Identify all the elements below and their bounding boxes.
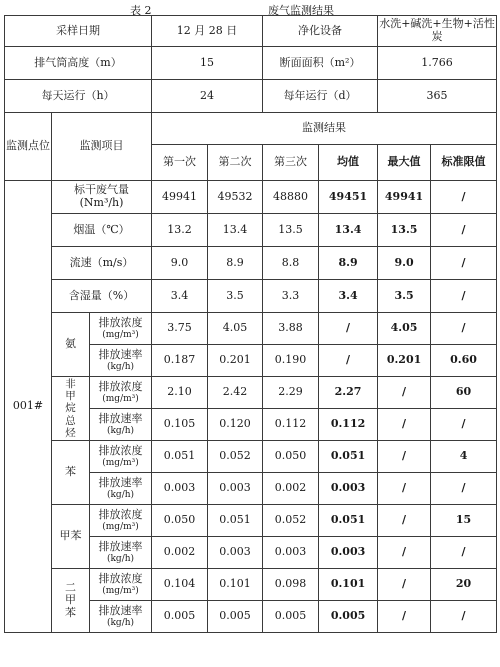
value-first: 49941 [152,181,208,214]
table-row [5,247,497,280]
value-mean: 0.051 [319,441,378,473]
value-limit: 60 [431,377,497,409]
parameter-unit: (kg/h) [106,361,135,372]
value-first: 2.10 [152,377,208,409]
value-mean: 8.9 [319,247,378,280]
results-header: 监测结果 [152,113,497,145]
value-limit: / [431,537,497,569]
sampling-date-label: 采样日期 [5,16,152,47]
value-max: / [378,505,431,537]
value-limit: / [431,181,497,214]
value-first: 13.2 [152,214,208,247]
parameter [90,505,152,537]
value-third: 3.3 [263,280,319,313]
value-mean: 2.27 [319,377,378,409]
parameter-unit: (kg/h) [106,553,135,564]
value-third: 0.005 [263,601,319,633]
value-first: 0.005 [152,601,208,633]
col-header-max: 最大值 [378,145,431,181]
value-limit: 15 [431,505,497,537]
value-limit: 4 [431,441,497,473]
value-third: 0.098 [263,569,319,601]
table-row [5,505,497,537]
value-limit: 20 [431,569,497,601]
table-row [5,377,497,409]
value-mean: 49451 [319,181,378,214]
pollutant-name: 苯 [52,441,90,505]
parameter-label: 排放浓度 [98,444,143,457]
value-second: 3.5 [208,280,263,313]
value-max: 49941 [378,181,431,214]
value-first: 0.104 [152,569,208,601]
value-mean: / [319,345,378,377]
value-limit: / [431,214,497,247]
item-label: 流速（m/s） [69,255,134,269]
value-max: 0.201 [378,345,431,377]
value-first: 9.0 [152,247,208,280]
pollutant-name: 甲苯 [52,505,90,569]
point-header: 监测点位 [5,113,52,181]
item-name [52,214,152,247]
value-second: 0.003 [208,473,263,505]
value-second: 49532 [208,181,263,214]
item-label: 烟温（℃） [73,222,130,236]
parameter [90,601,152,633]
section-area-value: 1.766 [378,47,497,80]
monitoring-point: 001# [5,181,52,633]
daily-run-label: 每天运行（h） [5,80,152,113]
table-row [5,214,497,247]
parameter-label: 排放速率 [98,540,143,553]
value-mean: 3.4 [319,280,378,313]
col-header-third: 第三次 [263,145,319,181]
value-third: 13.5 [263,214,319,247]
parameter-unit: (mg/m³) [102,329,139,340]
parameter-unit: (kg/h) [106,425,135,436]
item-unit: (Nm³/h) [79,196,124,209]
table-row [5,181,497,214]
value-second: 4.05 [208,313,263,345]
value-max: / [378,473,431,505]
parameter-label: 排放浓度 [98,380,143,393]
daily-run-value: 24 [152,80,263,113]
value-first: 0.105 [152,409,208,441]
value-max: 4.05 [378,313,431,345]
value-max: 3.5 [378,280,431,313]
item-name [52,181,152,214]
value-limit: / [431,473,497,505]
value-third: 0.190 [263,345,319,377]
value-third: 0.002 [263,473,319,505]
parameter-unit: (kg/h) [106,617,135,628]
value-third: 48880 [263,181,319,214]
purification-value: 水洗+碱洗+生物+活性炭 [378,16,497,47]
value-third: 0.112 [263,409,319,441]
value-limit: / [431,409,497,441]
table-number: 表 2 [130,4,152,17]
header-row-1 [5,113,497,145]
value-mean: 0.003 [319,473,378,505]
pollutant-name: 非甲烷总烃 [52,377,90,441]
value-limit: / [431,313,497,345]
col-header-limit: 标准限值 [431,145,497,181]
parameter [90,473,152,505]
table-row [5,313,497,345]
value-first: 0.002 [152,537,208,569]
table-row [5,569,497,601]
value-max: 9.0 [378,247,431,280]
value-second: 0.003 [208,537,263,569]
annual-run-value: 365 [378,80,497,113]
value-limit: / [431,247,497,280]
parameter-unit: (mg/m³) [102,457,139,468]
col-header-mean: 均值 [319,145,378,181]
stack-height-label: 排气筒高度（m） [5,47,152,80]
info-row-runtime [5,80,497,113]
parameter-unit: (mg/m³) [102,585,139,596]
value-second: 0.051 [208,505,263,537]
value-max: 13.5 [378,214,431,247]
value-max: / [378,569,431,601]
stack-height-value: 15 [152,47,263,80]
parameter [90,313,152,345]
value-mean: 0.101 [319,569,378,601]
value-third: 2.29 [263,377,319,409]
value-max: / [378,409,431,441]
value-second: 8.9 [208,247,263,280]
exhaust-gas-monitoring-table [4,15,497,633]
value-mean: 13.4 [319,214,378,247]
pollutant-name: 氨 [52,313,90,377]
info-row-sampling [5,16,497,47]
value-max: / [378,441,431,473]
parameter-label: 排放速率 [98,604,143,617]
table-row [5,441,497,473]
table-title: 废气监测结果 [268,4,334,17]
sampling-date-value: 12 月 28 日 [152,16,263,47]
parameter [90,377,152,409]
value-second: 0.005 [208,601,263,633]
parameter-unit: (kg/h) [106,489,135,500]
parameter [90,345,152,377]
value-first: 0.050 [152,505,208,537]
section-area-label: 断面面积（m²） [263,47,378,80]
value-third: 0.050 [263,441,319,473]
parameter-unit: (mg/m³) [102,393,139,404]
col-header-second: 第二次 [208,145,263,181]
value-second: 0.120 [208,409,263,441]
value-second: 0.201 [208,345,263,377]
col-header-first: 第一次 [152,145,208,181]
value-limit: 0.60 [431,345,497,377]
value-third: 0.052 [263,505,319,537]
parameter [90,537,152,569]
value-second: 2.42 [208,377,263,409]
value-max: / [378,377,431,409]
info-row-stack [5,47,497,80]
value-second: 0.101 [208,569,263,601]
item-name [52,280,152,313]
table-caption [0,2,500,16]
value-third: 0.003 [263,537,319,569]
parameter-unit: (mg/m³) [102,521,139,532]
value-limit: / [431,280,497,313]
parameter-label: 排放速率 [98,476,143,489]
parameter-label: 排放浓度 [98,316,143,329]
value-first: 3.75 [152,313,208,345]
table-row [5,280,497,313]
parameter [90,569,152,601]
pollutant-name: 二甲苯 [52,569,90,633]
item-label: 含湿量（%） [68,288,135,302]
value-third: 8.8 [263,247,319,280]
value-second: 0.052 [208,441,263,473]
parameter-label: 排放速率 [98,348,143,361]
purification-label: 净化设备 [263,16,378,47]
value-first: 3.4 [152,280,208,313]
parameter-label: 排放速率 [98,412,143,425]
value-max: / [378,537,431,569]
value-first: 0.003 [152,473,208,505]
value-first: 0.051 [152,441,208,473]
value-third: 3.88 [263,313,319,345]
parameter-label: 排放浓度 [98,508,143,521]
value-second: 13.4 [208,214,263,247]
parameter-label: 排放浓度 [98,572,143,585]
item-name [52,247,152,280]
annual-run-label: 每年运行（d） [263,80,378,113]
parameter [90,441,152,473]
value-mean: 0.051 [319,505,378,537]
item-label: 标干废气量 [74,183,130,197]
parameter [90,409,152,441]
value-max: / [378,601,431,633]
value-first: 0.187 [152,345,208,377]
value-mean: 0.112 [319,409,378,441]
item-header: 监测项目 [52,113,152,181]
value-mean: 0.005 [319,601,378,633]
value-mean: / [319,313,378,345]
value-mean: 0.003 [319,537,378,569]
value-limit: / [431,601,497,633]
